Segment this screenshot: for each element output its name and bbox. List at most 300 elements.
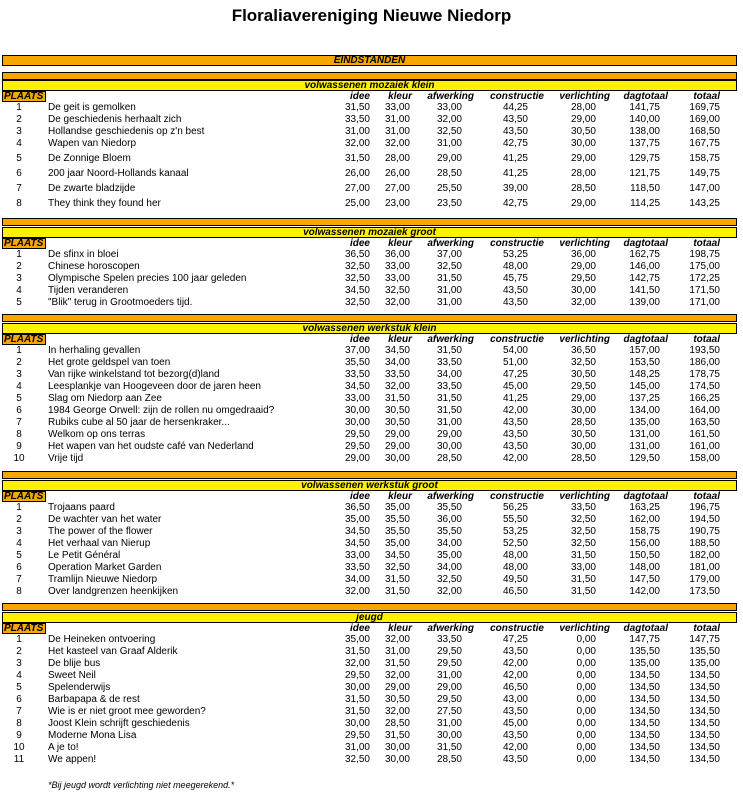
idee-cell: 29,50 — [344, 429, 370, 440]
rank-cell: 5 — [16, 393, 22, 404]
dagtotaal-cell: 146,00 — [629, 261, 660, 272]
totaal-cell: 194,50 — [689, 514, 720, 525]
constructie-cell: 42,75 — [502, 198, 528, 209]
entry-name-cell: De Heineken ontvoering — [48, 634, 156, 645]
table-row — [0, 198, 743, 210]
dagtotaal-cell: 129,75 — [629, 153, 660, 164]
table-row — [0, 634, 743, 646]
dagtotaal-cell: 135,00 — [629, 658, 660, 669]
entry-name-cell: Le Petit Général — [48, 550, 121, 561]
table-row — [0, 381, 743, 393]
afwerking-cell: 31,00 — [436, 285, 462, 296]
column-header-afwerking: afwerking — [427, 91, 474, 102]
idee-cell: 33,50 — [344, 369, 370, 380]
table-row — [0, 102, 743, 114]
totaal-cell: 171,00 — [689, 297, 720, 308]
idee-cell: 31,50 — [344, 102, 370, 113]
constructie-cell: 43,00 — [502, 694, 528, 705]
entry-name-cell: Van rijke winkelstand tot bezorg(d)land — [48, 369, 220, 380]
verlichting-cell: 32,50 — [570, 538, 596, 549]
entry-name-cell: 200 jaar Noord-Hollands kanaal — [48, 168, 189, 179]
totaal-cell: 134,50 — [689, 754, 720, 765]
column-header-totaal: totaal — [693, 334, 720, 345]
verlichting-cell: 31,50 — [570, 574, 596, 585]
afwerking-cell: 30,00 — [436, 441, 462, 452]
table-row — [0, 417, 743, 429]
entry-name-cell: 1984 George Orwell: zijn de rollen nu omgedraaid? — [48, 405, 275, 416]
column-header-kleur: kleur — [388, 491, 412, 502]
entry-name-cell: Tramlijn Nieuwe Niedorp — [48, 574, 158, 585]
entry-name-cell: Joost Klein schrijft geschiedenis — [48, 718, 190, 729]
afwerking-cell: 32,00 — [436, 114, 462, 125]
dagtotaal-cell: 148,25 — [629, 369, 660, 380]
verlichting-cell: 30,50 — [570, 429, 596, 440]
kleur-cell: 28,50 — [384, 718, 410, 729]
rank-cell: 10 — [13, 453, 25, 464]
kleur-cell: 34,50 — [384, 345, 410, 356]
table-row — [0, 393, 743, 405]
totaal-cell: 135,50 — [689, 646, 720, 657]
rank-cell: 8 — [16, 586, 22, 597]
dagtotaal-cell: 129,50 — [629, 453, 660, 464]
afwerking-cell: 34,00 — [436, 369, 462, 380]
totaal-cell: 181,00 — [689, 562, 720, 573]
totaal-cell: 134,50 — [689, 742, 720, 753]
section-separator — [2, 471, 737, 479]
column-header-dagtotaal: dagtotaal — [623, 238, 668, 249]
dagtotaal-cell: 137,75 — [629, 138, 660, 149]
entry-name-cell: De blije bus — [48, 658, 101, 669]
verlichting-cell: 32,50 — [570, 514, 596, 525]
kleur-cell: 30,00 — [384, 453, 410, 464]
table-row — [0, 694, 743, 706]
afwerking-cell: 31,00 — [436, 718, 462, 729]
totaal-cell: 172,25 — [689, 273, 720, 284]
idee-cell: 29,50 — [344, 441, 370, 452]
entry-name-cell: Het grote geldspel van toen — [48, 357, 171, 368]
afwerking-cell: 28,50 — [436, 168, 462, 179]
column-header-afwerking: afwerking — [427, 491, 474, 502]
idee-cell: 30,00 — [344, 718, 370, 729]
constructie-cell: 48,00 — [502, 550, 528, 561]
entry-name-cell: We appen! — [48, 754, 97, 765]
entry-name-cell: "Blik" terug in Grootmoeders tijd. — [48, 297, 193, 308]
kleur-cell: 30,50 — [384, 405, 410, 416]
totaal-cell: 188,50 — [689, 538, 720, 549]
kleur-cell: 27,00 — [384, 183, 410, 194]
constructie-cell: 45,00 — [502, 381, 528, 392]
afwerking-cell: 31,00 — [436, 138, 462, 149]
totaal-cell: 173,50 — [689, 586, 720, 597]
verlichting-cell: 33,50 — [570, 502, 596, 513]
totaal-cell: 134,50 — [689, 694, 720, 705]
verlichting-cell: 30,00 — [570, 138, 596, 149]
constructie-cell: 41,25 — [502, 393, 528, 404]
rank-cell: 8 — [16, 718, 22, 729]
afwerking-cell: 32,50 — [436, 261, 462, 272]
verlichting-cell: 28,50 — [570, 453, 596, 464]
rank-cell: 6 — [16, 694, 22, 705]
totaal-cell: 164,00 — [689, 405, 720, 416]
section-separator — [2, 603, 737, 611]
idee-cell: 31,00 — [344, 126, 370, 137]
kleur-cell: 34,50 — [384, 550, 410, 561]
kleur-cell: 30,50 — [384, 694, 410, 705]
constructie-cell: 47,25 — [502, 634, 528, 645]
constructie-cell: 55,50 — [502, 514, 528, 525]
kleur-cell: 34,00 — [384, 357, 410, 368]
entry-name-cell: They think they found her — [48, 198, 161, 209]
afwerking-cell: 31,50 — [436, 742, 462, 753]
rank-cell: 7 — [16, 574, 22, 585]
rank-cell: 6 — [16, 562, 22, 573]
constructie-cell: 45,00 — [502, 718, 528, 729]
dagtotaal-cell: 142,00 — [629, 586, 660, 597]
totaal-cell: 169,75 — [689, 102, 720, 113]
afwerking-cell: 25,50 — [436, 183, 462, 194]
column-header-verlichting: verlichting — [559, 623, 610, 634]
afwerking-cell: 28,50 — [436, 754, 462, 765]
constructie-cell: 39,00 — [502, 183, 528, 194]
entry-name-cell: Sweet Neil — [48, 670, 96, 681]
entry-name-cell: De geit is gemolken — [48, 102, 136, 113]
kleur-cell: 31,50 — [384, 658, 410, 669]
table-row — [0, 742, 743, 754]
dagtotaal-cell: 134,50 — [629, 670, 660, 681]
kleur-cell: 33,00 — [384, 102, 410, 113]
rank-cell: 1 — [16, 345, 22, 356]
kleur-cell: 33,00 — [384, 273, 410, 284]
rank-cell: 9 — [16, 730, 22, 741]
totaal-cell: 198,75 — [689, 249, 720, 260]
constructie-cell: 53,25 — [502, 526, 528, 537]
verlichting-cell: 30,00 — [570, 405, 596, 416]
entry-name-cell: Spelenderwijs — [48, 682, 111, 693]
afwerking-cell: 34,00 — [436, 538, 462, 549]
kleur-cell: 30,00 — [384, 754, 410, 765]
verlichting-cell: 36,50 — [570, 345, 596, 356]
verlichting-cell: 31,50 — [570, 586, 596, 597]
idee-cell: 27,00 — [344, 183, 370, 194]
constructie-cell: 42,00 — [502, 405, 528, 416]
constructie-cell: 45,75 — [502, 273, 528, 284]
kleur-cell: 28,00 — [384, 153, 410, 164]
plaats-header: PLAATS — [2, 238, 46, 249]
totaal-cell: 134,50 — [689, 730, 720, 741]
afwerking-cell: 35,50 — [436, 526, 462, 537]
table-row — [0, 168, 743, 180]
idee-cell: 30,00 — [344, 405, 370, 416]
table-row — [0, 249, 743, 261]
dagtotaal-cell: 145,00 — [629, 381, 660, 392]
kleur-cell: 32,00 — [384, 381, 410, 392]
kleur-cell: 35,50 — [384, 526, 410, 537]
totaal-cell: 190,75 — [689, 526, 720, 537]
verlichting-cell: 0,00 — [576, 718, 596, 729]
idee-cell: 35,50 — [344, 357, 370, 368]
constructie-cell: 43,50 — [502, 754, 528, 765]
verlichting-cell: 0,00 — [576, 706, 596, 717]
kleur-cell: 35,50 — [384, 514, 410, 525]
afwerking-cell: 27,50 — [436, 706, 462, 717]
verlichting-cell: 0,00 — [576, 658, 596, 669]
verlichting-cell: 30,50 — [570, 126, 596, 137]
verlichting-cell: 28,00 — [570, 102, 596, 113]
totaal-cell: 168,50 — [689, 126, 720, 137]
kleur-cell: 32,00 — [384, 706, 410, 717]
afwerking-cell: 31,50 — [436, 393, 462, 404]
column-header-kleur: kleur — [388, 623, 412, 634]
constructie-cell: 42,75 — [502, 138, 528, 149]
page-title: Floraliavereniging Nieuwe Niedorp — [231, 6, 512, 25]
afwerking-cell: 29,00 — [436, 429, 462, 440]
kleur-cell: 35,00 — [384, 502, 410, 513]
constructie-cell: 47,25 — [502, 369, 528, 380]
idee-cell: 31,50 — [344, 694, 370, 705]
idee-cell: 36,50 — [344, 249, 370, 260]
idee-cell: 25,00 — [344, 198, 370, 209]
column-header-totaal: totaal — [693, 623, 720, 634]
afwerking-cell: 29,00 — [436, 153, 462, 164]
constructie-cell: 43,50 — [502, 429, 528, 440]
section-title: volwassenen mozaiek klein — [2, 80, 737, 91]
totaal-cell: 179,00 — [689, 574, 720, 585]
afwerking-cell: 33,50 — [436, 634, 462, 645]
afwerking-cell: 31,00 — [436, 670, 462, 681]
dagtotaal-cell: 162,75 — [629, 249, 660, 260]
constructie-cell: 52,50 — [502, 538, 528, 549]
idee-cell: 32,00 — [344, 586, 370, 597]
column-header-dagtotaal: dagtotaal — [623, 623, 668, 634]
column-header-kleur: kleur — [388, 238, 412, 249]
idee-cell: 33,50 — [344, 114, 370, 125]
rank-cell: 10 — [13, 742, 25, 753]
entry-name-cell: De Zonnige Bloem — [48, 153, 131, 164]
table-row — [0, 706, 743, 718]
kleur-cell: 31,50 — [384, 393, 410, 404]
dagtotaal-cell: 141,75 — [629, 102, 660, 113]
afwerking-cell: 33,50 — [436, 381, 462, 392]
table-row — [0, 273, 743, 285]
table-row — [0, 730, 743, 742]
afwerking-cell: 32,50 — [436, 126, 462, 137]
dagtotaal-cell: 157,00 — [629, 345, 660, 356]
table-row — [0, 285, 743, 297]
table-row — [0, 538, 743, 550]
constructie-cell: 43,50 — [502, 114, 528, 125]
idee-cell: 31,50 — [344, 646, 370, 657]
column-header-constructie: constructie — [490, 334, 544, 345]
totaal-cell: 134,50 — [689, 682, 720, 693]
table-row — [0, 429, 743, 441]
section-title: jeugd — [2, 612, 737, 623]
totaal-cell: 175,00 — [689, 261, 720, 272]
idee-cell: 37,00 — [344, 345, 370, 356]
verlichting-cell: 32,50 — [570, 357, 596, 368]
verlichting-cell: 33,00 — [570, 562, 596, 573]
constructie-cell: 46,50 — [502, 586, 528, 597]
column-header-dagtotaal: dagtotaal — [623, 334, 668, 345]
entry-name-cell: The power of the flower — [48, 526, 153, 537]
dagtotaal-cell: 134,50 — [629, 742, 660, 753]
totaal-cell: 143,25 — [689, 198, 720, 209]
totaal-cell: 161,50 — [689, 429, 720, 440]
entry-name-cell: Welkom op ons terras — [48, 429, 146, 440]
plaats-header: PLAATS — [2, 623, 46, 634]
eindstanden-banner: EINDSTANDEN — [2, 55, 737, 66]
section-title: volwassenen werkstuk groot — [2, 480, 737, 491]
entry-name-cell: Chinese horoscopen — [48, 261, 140, 272]
table-row — [0, 261, 743, 273]
constructie-cell: 54,00 — [502, 345, 528, 356]
rank-cell: 2 — [16, 357, 22, 368]
entry-name-cell: Trojaans paard — [48, 502, 115, 513]
dagtotaal-cell: 140,00 — [629, 114, 660, 125]
rank-cell: 3 — [16, 273, 22, 284]
idee-cell: 33,00 — [344, 393, 370, 404]
totaal-cell: 158,75 — [689, 153, 720, 164]
rank-cell: 5 — [16, 682, 22, 693]
totaal-cell: 178,75 — [689, 369, 720, 380]
verlichting-cell: 28,00 — [570, 168, 596, 179]
rank-cell: 4 — [16, 381, 22, 392]
verlichting-cell: 29,50 — [570, 381, 596, 392]
verlichting-cell: 0,00 — [576, 682, 596, 693]
table-row — [0, 441, 743, 453]
afwerking-cell: 32,00 — [436, 586, 462, 597]
dagtotaal-cell: 147,50 — [629, 574, 660, 585]
constructie-cell: 42,00 — [502, 453, 528, 464]
table-row — [0, 153, 743, 165]
table-row — [0, 126, 743, 138]
rank-cell: 2 — [16, 514, 22, 525]
totaal-cell: 186,00 — [689, 357, 720, 368]
section-title: volwassenen mozaiek groot — [2, 227, 737, 238]
kleur-cell: 33,00 — [384, 261, 410, 272]
column-header-idee: idee — [349, 491, 370, 502]
rank-cell: 4 — [16, 670, 22, 681]
afwerking-cell: 34,00 — [436, 562, 462, 573]
table-row — [0, 682, 743, 694]
afwerking-cell: 29,50 — [436, 658, 462, 669]
column-header-afwerking: afwerking — [427, 334, 474, 345]
constructie-cell: 43,50 — [502, 297, 528, 308]
idee-cell: 34,50 — [344, 285, 370, 296]
dagtotaal-cell: 162,00 — [629, 514, 660, 525]
afwerking-cell: 37,00 — [436, 249, 462, 260]
rank-cell: 1 — [16, 249, 22, 260]
totaal-cell: 134,50 — [689, 718, 720, 729]
rank-cell: 3 — [16, 369, 22, 380]
constructie-cell: 42,00 — [502, 670, 528, 681]
rank-cell: 6 — [16, 168, 22, 179]
column-header-dagtotaal: dagtotaal — [623, 91, 668, 102]
totaal-cell: 149,75 — [689, 168, 720, 179]
kleur-cell: 33,50 — [384, 369, 410, 380]
dagtotaal-cell: 134,50 — [629, 706, 660, 717]
section-separator — [2, 314, 737, 322]
verlichting-cell: 30,00 — [570, 285, 596, 296]
rank-cell: 2 — [16, 261, 22, 272]
idee-cell: 26,00 — [344, 168, 370, 179]
constructie-cell: 43,50 — [502, 706, 528, 717]
idee-cell: 32,50 — [344, 273, 370, 284]
dagtotaal-cell: 156,00 — [629, 538, 660, 549]
kleur-cell: 32,50 — [384, 285, 410, 296]
rank-cell: 7 — [16, 183, 22, 194]
column-header-constructie: constructie — [490, 238, 544, 249]
totaal-cell: 134,50 — [689, 706, 720, 717]
table-row — [0, 405, 743, 417]
afwerking-cell: 31,50 — [436, 345, 462, 356]
entry-name-cell: Leesplankje van Hoogeveen door de jaren heen — [48, 381, 261, 392]
kleur-cell: 26,00 — [384, 168, 410, 179]
verlichting-cell: 29,50 — [570, 273, 596, 284]
table-row — [0, 453, 743, 465]
verlichting-cell: 29,00 — [570, 393, 596, 404]
rank-cell: 7 — [16, 417, 22, 428]
afwerking-cell: 28,50 — [436, 453, 462, 464]
kleur-cell: 29,00 — [384, 429, 410, 440]
rank-cell: 6 — [16, 405, 22, 416]
verlichting-cell: 0,00 — [576, 694, 596, 705]
table-row — [0, 345, 743, 357]
idee-cell: 31,50 — [344, 153, 370, 164]
afwerking-cell: 31,50 — [436, 273, 462, 284]
table-row — [0, 670, 743, 682]
column-header-kleur: kleur — [388, 334, 412, 345]
kleur-cell: 30,50 — [384, 417, 410, 428]
table-row — [0, 514, 743, 526]
kleur-cell: 35,00 — [384, 538, 410, 549]
idee-cell: 32,50 — [344, 754, 370, 765]
totaal-cell: 163,50 — [689, 417, 720, 428]
constructie-cell: 43,50 — [502, 285, 528, 296]
idee-cell: 32,50 — [344, 297, 370, 308]
rank-cell: 11 — [13, 754, 25, 765]
plaats-header: PLAATS — [2, 491, 46, 502]
rank-cell: 7 — [16, 706, 22, 717]
constructie-cell: 41,25 — [502, 153, 528, 164]
table-row — [0, 658, 743, 670]
column-header-afwerking: afwerking — [427, 238, 474, 249]
constructie-cell: 46,50 — [502, 682, 528, 693]
kleur-cell: 31,00 — [384, 646, 410, 657]
rank-cell: 3 — [16, 526, 22, 537]
entry-name-cell: Over landgrenzen heenkijken — [48, 586, 179, 597]
dagtotaal-cell: 141,50 — [629, 285, 660, 296]
verlichting-cell: 0,00 — [576, 754, 596, 765]
section-title: volwassenen werkstuk klein — [2, 323, 737, 334]
verlichting-cell: 0,00 — [576, 742, 596, 753]
rank-cell: 5 — [16, 153, 22, 164]
idee-cell: 31,50 — [344, 706, 370, 717]
afwerking-cell: 31,50 — [436, 405, 462, 416]
column-header-dagtotaal: dagtotaal — [623, 491, 668, 502]
totaal-cell: 167,75 — [689, 138, 720, 149]
entry-name-cell: Het verhaal van Nierup — [48, 538, 151, 549]
table-row — [0, 369, 743, 381]
table-row — [0, 586, 743, 598]
rank-cell: 4 — [16, 285, 22, 296]
kleur-cell: 23,00 — [384, 198, 410, 209]
rank-cell: 1 — [16, 502, 22, 513]
constructie-cell: 43,50 — [502, 126, 528, 137]
rank-cell: 2 — [16, 646, 22, 657]
dagtotaal-cell: 134,00 — [629, 405, 660, 416]
column-header-afwerking: afwerking — [427, 623, 474, 634]
idee-cell: 30,00 — [344, 682, 370, 693]
